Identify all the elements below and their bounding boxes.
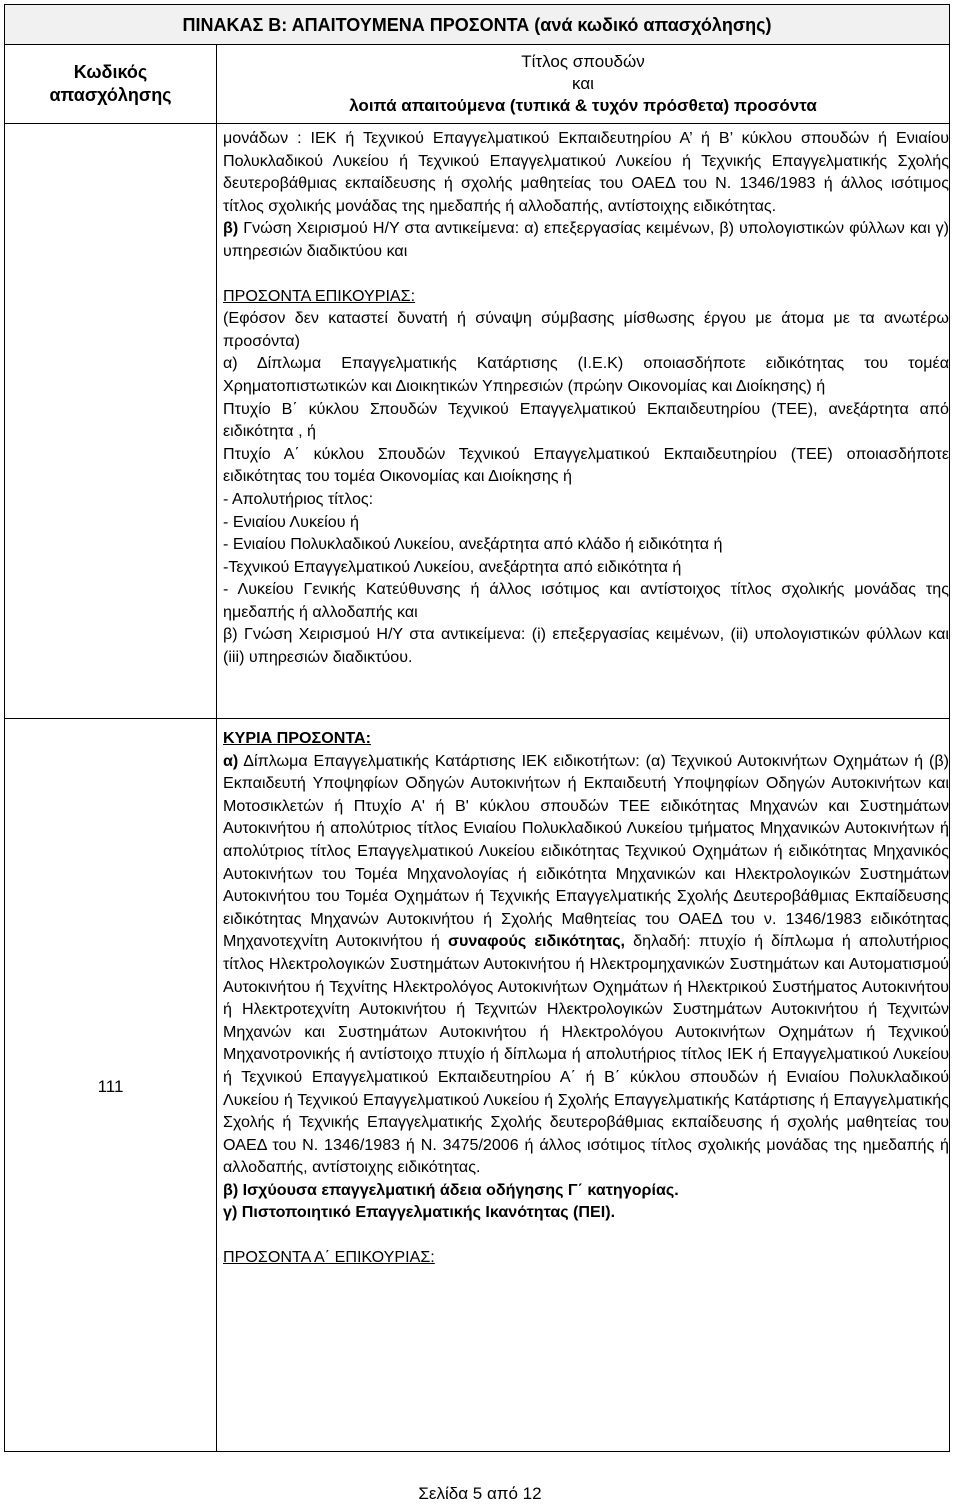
row2-gamma-line: γ) Πιστοποιητικό Επαγγελματικής Ικανότητας (ΠΕΙ). (223, 1203, 616, 1222)
row2-alpha-bold: συναφούς ειδικότητας, (447, 932, 626, 951)
row2-beta-line: β) Ισχύουσα επαγγελματική άδεια οδήγησης Γ΄ κατηγορίας. (223, 1180, 679, 1199)
header-code-line1: Κωδικός (73, 62, 148, 82)
row2-alpha-text-2: δηλαδή: πτυχίο ή δίπλωμα ή απολυτήριος τίτλος Ηλεκτρολογικών Συστημάτων Αυτοκινήτου ή Ηλεκτρομηχανικών Συστημάτων και Αυτοματισμού Αυτοκινήτου ή Τεχνίτης Ηλεκτρολόγος Αυτοκινήτων Οχημάτων ή Ηλεκτρικού Συστήματος Αυτοκινήτου ή Ηλεκτροτεχνίτη Αυτοκινήτου ή Τεχνιτών Ηλεκτρολογικών Συστημάτων Αυτοκινήτου ή Τεχνιτών Μηχανών και Συστημάτων Αυτοκινήτου ή Ηλεκτρολόγου Αυτοκινήτων Οχημάτων ή Τεχνικού Μηχανοτρονικής ή αντίστοιχο πτυχίο ή δίπλωμα ή απολυτήριος τίτλος ΙΕΚ ή Επαγγελματικού Λυκείου ή Τεχνικού Επαγγελματικού Εκπαιδευτηρίου Α΄ ή Β΄ κύκλου σπουδών ή Ενιαίου Πολυκλαδικού Λυκείου ή Τεχνικού Επαγγελματικού Λυκείου ή Σχολής Επαγγελματικής Κατάρτισης ή Επαγγελματικής Σχολής ή Τεχνικής Επαγγελματικής Σχολής δευτεροβάθμιας εκπαίδευσης ή σχολής μαθητείας του ΟΑΕΔ του Ν. 1346/1983 ή Ν. 3475/2006 ή άλλος ισότιμος τίτλος σχολικής μονάδας της ημεδαπής ή αλλοδαπής, αντίστοιχης ειδικότητας. (223, 932, 950, 1177)
header-title-column (217, 45, 949, 123)
row1-paragraph: μονάδων : ΙΕΚ ή Τεχνικού Επαγγελματικού Εκπαιδευτηρίου Α’ ή Β’ κύκλου σπουδών ή Ενιαίου Πολυκλαδικού Λυκείου ή Τεχνικού Επαγγελματικού Λυκείου ή Τεχνικής Επαγγελματικής Σχολής δευτεροβάθμιας εκπαίδευσης ή σχολής μαθητείας του ΟΑΕΔ του Ν. 1346/1983 ή άλλος ισότιμος τίτλος σχολικής μονάδας της ημεδαπής ή αλλοδαπής, αντίστοιχης ειδικότητας. (223, 129, 949, 215)
row2-main-heading: ΚΥΡΙΑ ΠΡΟΣΟΝΤΑ: (223, 729, 371, 747)
row1-beta-text: Γνώση Χειρισμού Η/Υ στα αντικείμενα: α) επεξεργασίας κειμένων, β) υπολογιστικών φύλλων και γ) υπηρεσιών διαδικτύου και (223, 219, 949, 260)
row2-alpha-paragraph (223, 750, 949, 1179)
header-title-line3: λοιπά απαιτούμενα (τυπικά & τυχόν πρόσθετα) προσόντα (349, 96, 817, 115)
row1-aux-line-4: - Απολυτήριος τίτλος: (223, 489, 374, 508)
page-footer: Σελίδα 5 από 12 (418, 1484, 542, 1503)
row1-aux-line-1: α) Δίπλωμα Επαγγελματικής Κατάρτισης (Ι.Ε.Κ) οποιασδήποτε ειδικότητας του τομέα Χρηματοπιστωτικών και Διοικητικών Υπηρεσιών (πρώην Οικονομίας και Διοίκησης) ή (223, 354, 949, 395)
row2-qualifications-cell (223, 727, 949, 1269)
row1-aux-line-6: - Ενιαίου Πολυκλαδικού Λυκείου, ανεξάρτητα από κλάδο ή ειδικότητα ή (223, 535, 723, 554)
row2-alpha-text-1: Δίπλωμα Επαγγελματικής Κατάρτισης ΙΕΚ ειδικοτήτων: (α) Τεχνικού Αυτοκινήτων Οχημάτων ή (β) Εκπαιδευτή Υποψηφίων Οδηγών Αυτοκινήτων ή Εκπαιδευτή Υποψηφίων Οδηγών Αυτοκινήτων και Μοτοσικλετών ή Πτυχίο Α' ή Β' κύκλου σπουδών ΤΕΕ ειδικότητας Μηχανών και Συστημάτων Αυτοκινήτου ή απολύτριος τίτλος Ενιαίου Πολυκλαδικού Λυκείου τμήματος Μηχανικών Αυτοκινήτων ή απολύτριος τίτλος Επαγγελματικού Λυκείου ειδικότητας Τεχνικού Οχημάτων ή ειδικότητας Μηχανικός Αυτοκινήτων του Τομέα Μηχανολογίας ή ειδικότητα Μηχανικών και Ηλεκτρολογικών Συστημάτων Αυτοκινήτου του Τομέα Οχημάτων ή Τεχνικής Επαγγελματικής Σχολής Δευτεροβάθμιας Εκπαίδευσης ειδικότητας Μηχανών Αυτοκινήτου ή Σχολής Μαθητείας του ΟΑΕΔ του ν. 1346/1983 ειδικότητας Μηχανοτεχνίτη Αυτοκινήτου ή (223, 751, 949, 951)
row2-alpha-label: α) (223, 751, 239, 770)
row1-beta-label: β) (223, 219, 239, 238)
row1-aux-line-9: β) Γνώση Χειρισμού Η/Υ στα αντικείμενα: (i) επεξεργασίας κειμένων, (ii) υπολογιστικών φύλλων και (iii) υπηρεσιών διαδικτύου. (223, 625, 949, 667)
row1-aux-line-3: Πτυχίο Α΄ κύκλου Σπουδών Τεχνικού Επαγγελματικού Εκπαιδευτηρίου (ΤΕΕ) οποιασδήποτε ειδικότητας του τομέα Οικονομίας και Διοίκησης ή (223, 444, 949, 486)
row1-aux-line-7: -Τεχνικού Επαγγελματικού Λυκείου, ανεξάρτητα από ειδικότητα ή (223, 557, 682, 576)
column-divider (216, 45, 217, 1451)
header-title-line1: Τίτλος σπουδών (521, 52, 645, 71)
table-header-row (5, 45, 949, 124)
row2-aux-heading: ΠΡΟΣΟΝΤΑ Α΄ ΕΠΙΚΟΥΡΙΑΣ: (223, 1248, 435, 1267)
row2-code: 111 (97, 1077, 124, 1096)
requirements-table (4, 4, 950, 1452)
header-code-line2: απασχόλησης (49, 85, 172, 105)
row-separator (5, 718, 949, 719)
row1-aux-line-2: Πτυχίο Β΄ κύκλου Σπουδών Τεχνικού Επαγγελματικού Εκπαιδευτηρίου (ΤΕΕ), ανεξάρτητα από ειδικότητα , ή (223, 399, 949, 441)
row1-aux-heading: ΠΡΟΣΟΝΤΑ ΕΠΙΚΟΥΡΙΑΣ: (223, 286, 416, 305)
header-title-line2: και (572, 74, 594, 93)
table-title: ΠΙΝΑΚΑΣ Β: ΑΠΑΙΤΟΥΜΕΝΑ ΠΡΟΣΟΝΤΑ (ανά κωδικό απασχόλησης) (5, 5, 949, 45)
row1-qualifications-cell (223, 127, 949, 669)
row1-aux-line-8: - Λυκείου Γενικής Κατεύθυνσης ή άλλος ισότιμος και αντίστοιχος τίτλος σχολικής μονάδας της ημεδαπής ή αλλοδαπής και (223, 580, 949, 621)
row1-beta-paragraph (223, 217, 949, 262)
header-code-column (5, 45, 216, 123)
row1-aux-line-0: (Εφόσον δεν καταστεί δυνατή ή σύναψη σύμβασης μίσθωσης έργου με άτομα με τα ανωτέρω προσόντα) (223, 309, 949, 350)
row1-aux-line-5: - Ενιαίου Λυκείου ή (223, 512, 359, 531)
